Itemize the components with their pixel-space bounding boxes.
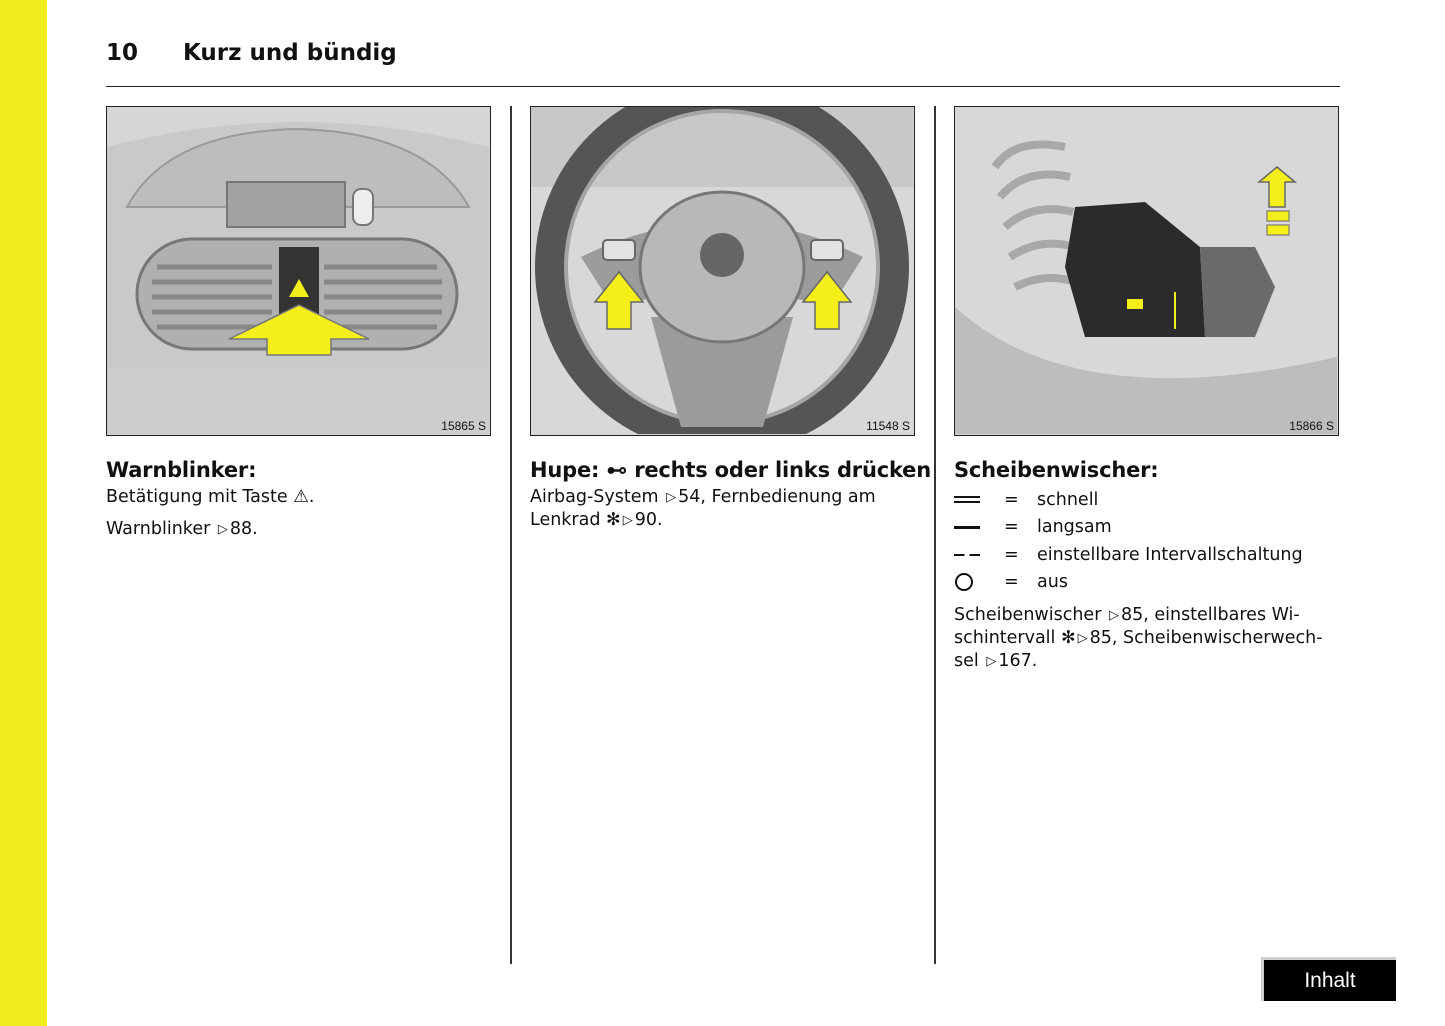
wiper-reference (954, 604, 1339, 673)
figure-code: 11548 S (866, 419, 910, 433)
column-hazard-warning (106, 458, 491, 541)
legend-item (954, 486, 1339, 514)
column-wipers (954, 458, 1339, 673)
page-ref[interactable]: 85, einstellbares Wischintervall (954, 605, 1300, 648)
double-line-icon (954, 496, 992, 503)
legend-label: schnell (1037, 489, 1099, 510)
single-line-icon (954, 526, 992, 529)
legend-item (954, 569, 1339, 597)
page-ref-arrow-icon: ▷ (1108, 608, 1119, 623)
legend-label: langsam (1037, 517, 1112, 538)
heading-horn (530, 458, 931, 482)
hazard-instruction (106, 486, 491, 508)
page-ref-arrow-icon: ▷ (986, 654, 997, 669)
section-title: Kurz und bündig (183, 40, 397, 66)
page-ref[interactable]: 85, Scheibenwischerwechsel (954, 628, 1323, 671)
hazard-triangle-icon: ⚠ (293, 487, 309, 507)
horn-icon: ⊷ (606, 458, 628, 482)
page-ref[interactable]: 88. (229, 519, 258, 539)
figure-wiper-lever (954, 106, 1339, 436)
heading-horn-suffix: rechts oder links drücken (627, 458, 931, 482)
hazard-instruction-text: Betätigung mit Taste (106, 487, 294, 507)
figure-hazard-button (106, 106, 491, 436)
page-ref-arrow-icon: ▷ (622, 513, 633, 528)
horn-reference-text: Airbag-System (530, 487, 665, 507)
option-star-icon: ✻ (1060, 628, 1076, 648)
toc-button[interactable]: Inhalt (1261, 957, 1396, 1001)
wiper-reference-text: Scheibenwischer (954, 605, 1107, 625)
column-divider (934, 106, 936, 964)
page-number: 10 (106, 40, 139, 66)
figure-code: 15866 S (1289, 419, 1334, 433)
page-ref[interactable]: 167. (998, 651, 1038, 671)
hazard-button-illustration (107, 107, 489, 434)
horn-reference (530, 486, 915, 532)
page-ref[interactable]: 54, Fernbedienung am Lenkrad (530, 487, 876, 530)
page-header (106, 38, 1340, 87)
column-horn (530, 458, 931, 532)
dashed-line-icon (954, 554, 992, 557)
wiper-lever-illustration (955, 107, 1337, 434)
steering-wheel-illustration (531, 107, 913, 434)
page-ref-arrow-icon: ▷ (1077, 631, 1088, 646)
legend-label: einstellbare Intervallschaltung (1037, 544, 1303, 565)
legend-eq: = (1004, 572, 1019, 593)
figure-steering-wheel (530, 106, 915, 436)
legend-eq: = (1004, 544, 1019, 565)
legend-label: aus (1037, 572, 1068, 593)
legend-eq: = (1004, 517, 1019, 538)
heading-warnblinker: Warnblinker: (106, 458, 257, 482)
hazard-reference (106, 518, 491, 541)
yellow-side-bar (0, 0, 47, 1026)
legend-eq: = (1004, 489, 1019, 510)
column-divider (510, 106, 512, 964)
page-ref[interactable]: 90. (634, 510, 663, 530)
legend-item (954, 541, 1339, 569)
heading-horn-prefix: Hupe: (530, 458, 607, 482)
hazard-reference-text: Warnblinker (106, 519, 216, 539)
wiper-legend (954, 486, 1339, 596)
legend-item (954, 514, 1339, 542)
page-ref-arrow-icon: ▷ (217, 522, 228, 537)
page-ref-arrow-icon: ▷ (666, 490, 677, 505)
circle-icon (954, 573, 992, 591)
figure-code: 15865 S (441, 419, 486, 433)
hazard-instruction-suffix: . (308, 487, 315, 507)
heading-wipers: Scheibenwischer: (954, 458, 1159, 482)
option-star-icon: ✻ (606, 510, 621, 530)
